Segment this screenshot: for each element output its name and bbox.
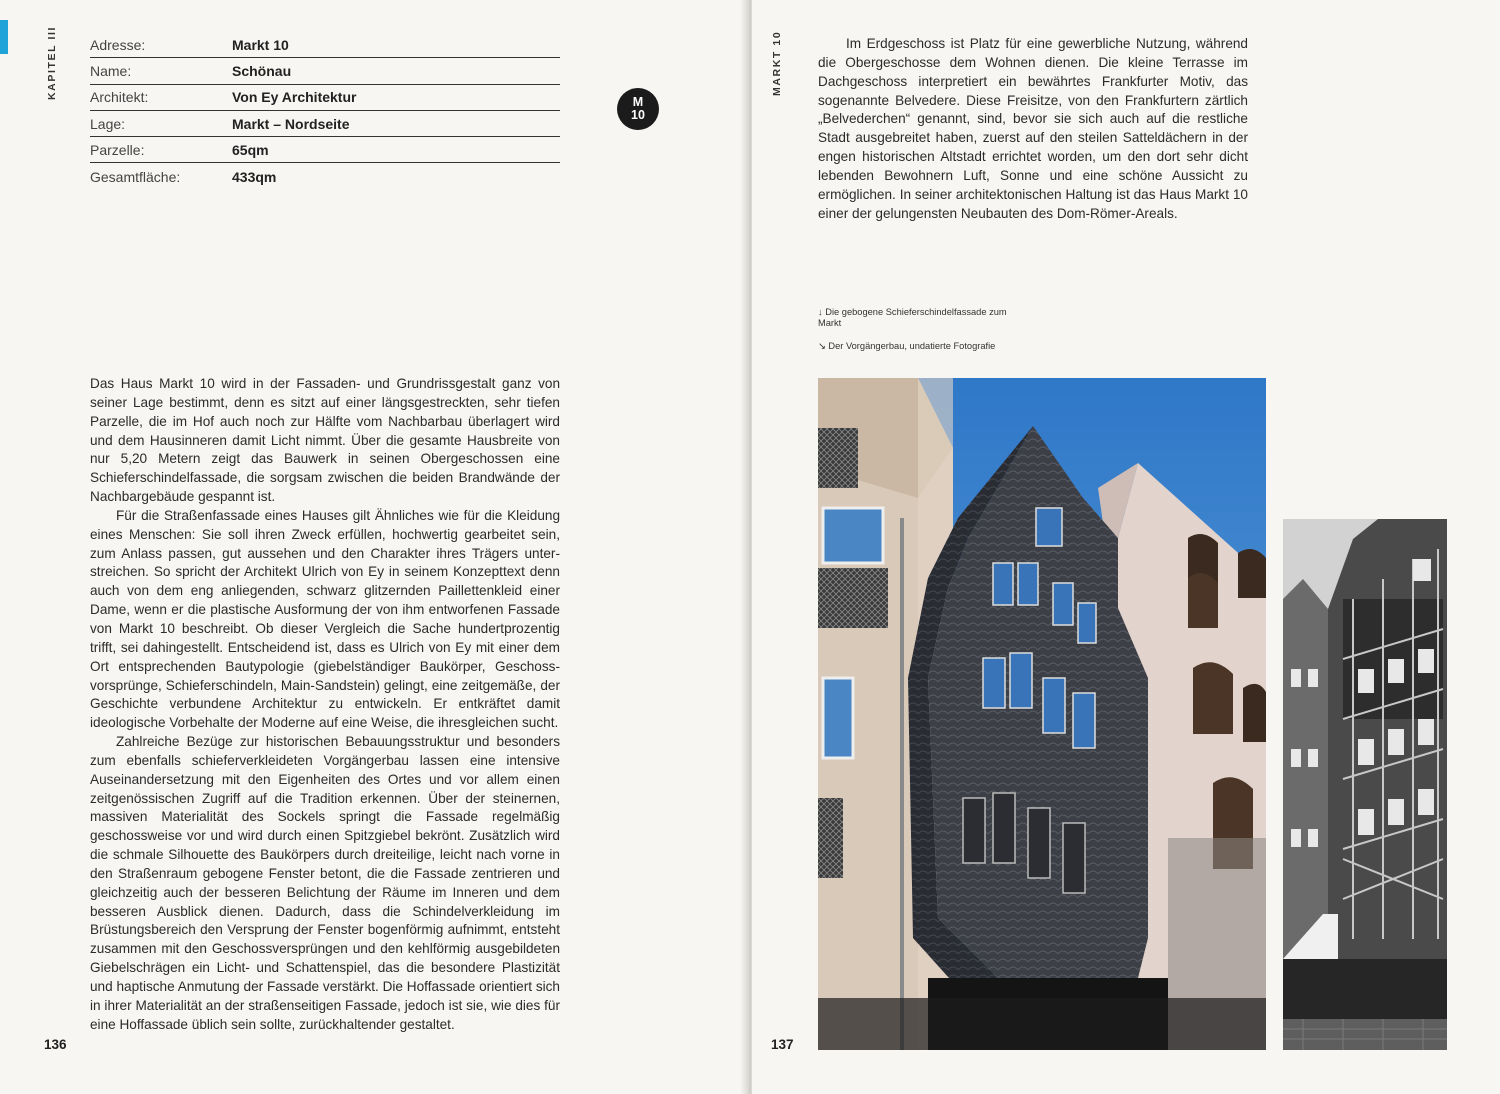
info-key: Lage: — [90, 115, 126, 132]
paragraph: Zahlreiche Bezüge zur historischen Bebauungsstruktur und besonders zum ebenfalls schieferverkleideten Vorgängerbau lassen eine intensive Auseinandersetzung mit den Eigenheiten des Ortes und vor allem einen zeitgenössischen Zugriff auf die Tradition erkennen. Über der steinernen, massiven Materialität des Sockels springt die Fassade regelmäßig geschossweise vor und wird durch einen Spitzgiebel bekrönt. Zusätzlich wird die schmale Silhouette des Baukörpers durch dreiteilige, leicht nach vorne in den Straßenraum gebogene Fenster betont, die die Fassade zentrieren und gleichzeitig auch der besseren Belichtung der Räume im Inneren und dem besseren Ausblick dienen. Dadurch, dass die Schindelverkleidung im Brüstungsbereich den Versprung der Fenster bogenförmig aufnimmt, entsteht zusammen mit den Geschossversprüngen und den kehlförmig ausgebildeten Giebelschrägen ein Licht- und Schattenspiel, das die besondere Plastizität und haptische Anmutung der Fassade verstärkt. Die Hoffassade orientiert sich in ihrer Materialität an der straßenseitigen Fassade, jedoch ist sie, wie dies für eine Hoffassade üblich sein sollte, zurückhaltender gestaltet. — [90, 734, 560, 1032]
caption-historic-photo — [818, 341, 1018, 352]
building-badge — [617, 88, 659, 130]
info-value: Markt 10 — [232, 36, 289, 53]
caption-main-photo — [818, 307, 1018, 329]
chapter-label: KAPITEL III — [46, 26, 58, 100]
page-number-left: 136 — [44, 1037, 67, 1052]
info-value: Schönau — [232, 62, 292, 79]
body-text-left — [90, 375, 560, 1035]
caption-text: Die gebogene Schieferschindelfassade zum Markt — [818, 307, 1007, 328]
arrow-down-right-icon: ↘ — [818, 341, 826, 351]
info-value: Markt – Nordseite — [232, 115, 350, 132]
facade-photo — [818, 378, 1266, 1050]
info-row-parcel — [90, 137, 560, 163]
running-header-right: MARKT 10 — [771, 30, 783, 96]
chapter-accent-tab — [0, 20, 8, 54]
info-row-address — [90, 32, 560, 58]
info-value: Von Ey Architektur — [232, 89, 357, 106]
info-key: Parzelle: — [90, 141, 145, 158]
info-row-architect — [90, 85, 560, 111]
badge-line2: 10 — [631, 108, 645, 122]
info-row-total-area — [90, 163, 560, 189]
info-value: 433qm — [232, 168, 277, 185]
badge-line1: M — [632, 95, 644, 109]
paragraph: Für die Straßenfassade eines Hauses gilt Ähnliches wie für die Kleidung eines Menschen: Sie soll ihren Zweck erfüllen, hochwertig gearbeitet sein, zum Anlass passen, gut aussehen und den Charakter ihres Trägers unterstreichen. So spricht der Architekt Ulrich von Ey in seinem Konzepttext denn auch von dem eng anliegenden, schwarz glitzernden Paillettenkleid einer Dame, wenn er die plastische Ausformung der von ihm entworfenen Fassade von Markt 10 beschreibt. Ob dieser Vergleich die Sache hundertprozentig trifft, sei dahingestellt. Entscheidend ist, dass es Ulrich von Ey mit einer dem Ort entsprechenden Bautypologie (giebelständiger Baukörper, Geschossvorsprünge, Schieferschindeln, Main-Sandstein) gelingt, eine zeitgemäße, der Geschichte verbundene Architektur zu entwickeln. Er entkräftet damit ideologische Vorbehalte der Moderne auf eine Weise, die ihresgleichen sucht. — [90, 507, 560, 731]
historic-photo — [1283, 519, 1447, 1050]
info-key: Name: — [90, 62, 132, 79]
arrow-down-icon: ↓ — [818, 307, 823, 317]
info-value: 65qm — [232, 141, 269, 158]
info-row-location — [90, 111, 560, 137]
info-key: Gesamtfläche: — [90, 168, 181, 185]
left-page — [0, 0, 748, 1094]
info-table — [90, 32, 560, 190]
paragraph: Das Haus Markt 10 wird in der Fassaden- und Grundrissgestalt ganz von seiner Lage bestimmt, denn es sitzt auf einer längsgestreckten, sehr tiefen Parzelle, die im Hof auch noch zur Hälfte vom Nachbarbau überlagert wird und dem Hausinneren damit Licht nimmt. Über die gesamte Hausbreite von nur 5,20 Metern zeigt das Bauwerk in seinen Obergeschossen eine Schieferschindelfassade, die sorgsam zwischen die beiden Brandwände der Nachbargebäude gespannt ist. — [90, 376, 560, 505]
body-text-right: Im Erdgeschoss ist Platz für eine gewerbliche Nutzung, während die Obergeschosse dem Wohnen dienen. Die kleine Terrasse im Dachgeschoss interpretiert ein bewährtes Frankfurter Motiv, das sogenannte Belvedere. Diese Freisitze, von den Frankfurtern zärtlich „Belvederchen“ genannt, sind, bevor sie sich auch auf die restliche Stadt ausgebreitet haben, zuerst auf den steilen Satteldächern in der engen historischen Altstadt errichtet worden, um den dort sehr dicht lebenden Bewohnern Luft, Sonne und eine schöne Aussicht zu ermöglichen. In seiner architektonischen Haltung ist das Haus Markt 10 einer der gelungensten Neubauten des Dom-Römer-Areals. — [818, 36, 1248, 221]
info-row-name — [90, 58, 560, 84]
page-number-right: 137 — [771, 1037, 794, 1052]
caption-text: Der Vorgängerbau, undatierte Fotografie — [828, 341, 996, 351]
info-key: Architekt: — [90, 89, 149, 106]
info-key: Adresse: — [90, 36, 146, 53]
